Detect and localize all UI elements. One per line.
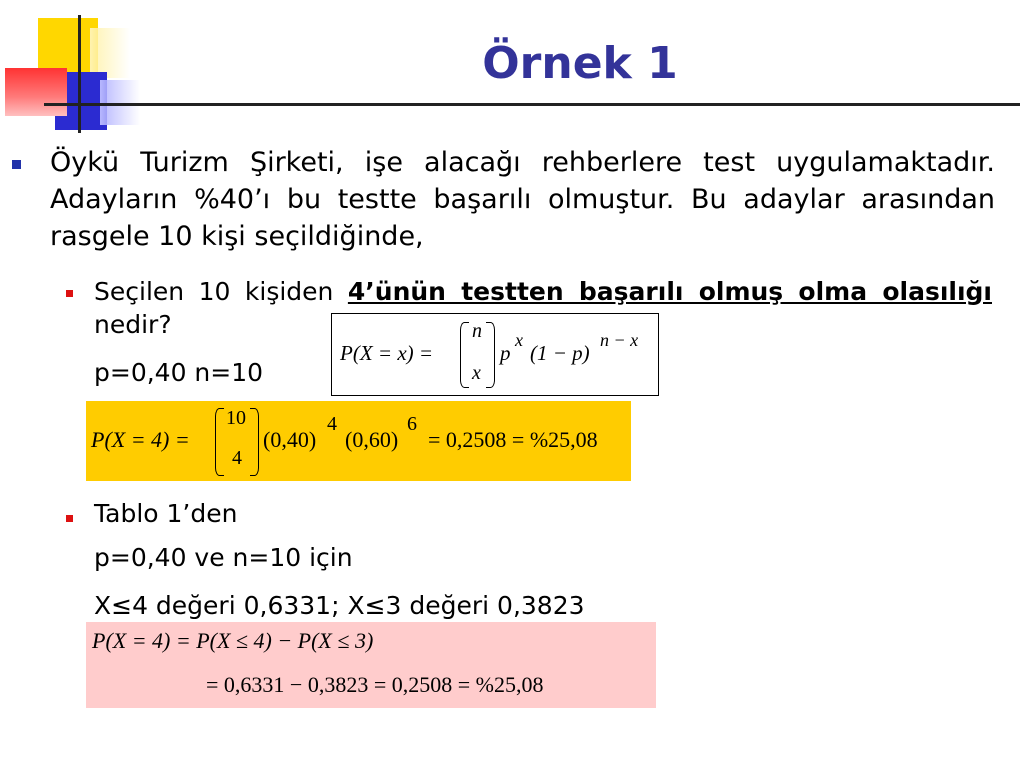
calc-binom-top: 10 <box>226 407 246 429</box>
calc-exp2: 6 <box>407 413 417 435</box>
table-formula-line2: = 0,6331 − 0,3823 = 0,2508 = %25,08 <box>206 672 544 697</box>
table-formula-line1: P(X = 4) = P(X ≤ 4) − P(X ≤ 3) <box>92 628 374 653</box>
calc-exp1: 4 <box>327 413 337 435</box>
binom-top: n <box>472 320 482 342</box>
title-divider-line <box>44 103 1020 106</box>
formula-exp-nx: n − x <box>600 330 639 350</box>
sub-bullet-icon <box>66 515 73 522</box>
table-formula-box <box>86 622 656 708</box>
formula-exp-x: x <box>515 330 523 350</box>
table-values-text: X≤4 değeri 0,6331; X≤3 değeri 0,3823 <box>94 591 585 620</box>
sub-bullet-icon <box>66 290 73 297</box>
logo-vertical-line <box>78 15 81 133</box>
binom-right-paren <box>486 322 495 388</box>
logo-red-square <box>5 68 67 116</box>
calc-binom-bottom: 4 <box>232 447 242 469</box>
calc-binom-right-paren <box>250 408 259 476</box>
question-emphasis: 4’ünün testten başarılı olmuş olma olasılığı <box>347 277 992 306</box>
binom-bottom: x <box>472 362 481 384</box>
calc-lhs: P(X = 4) = <box>91 427 190 452</box>
calc-binom-left-paren <box>215 408 224 476</box>
question-suffix: nedir? <box>94 310 172 339</box>
logo-yellow-glow <box>90 28 130 78</box>
calculation-formula-box <box>86 401 631 481</box>
question-prefix: Seçilen 10 kişiden <box>94 277 348 306</box>
binom-left-paren <box>460 322 469 388</box>
calc-base2: (0,60) <box>345 427 399 452</box>
table-reference-text: Tablo 1’den <box>94 499 238 528</box>
binomial-formula-box <box>331 313 659 396</box>
bullet-square-icon <box>12 160 21 169</box>
slide-title: Örnek 1 <box>482 38 678 89</box>
table-params-text: p=0,40 ve n=10 için <box>94 543 353 572</box>
formula-lhs: P(X = x) = <box>340 341 434 365</box>
calc-base1: (0,40) <box>263 427 317 452</box>
params-text: p=0,40 n=10 <box>94 358 264 387</box>
formula-one-minus-p: (1 − p) <box>530 341 590 365</box>
calc-rhs: = 0,2508 = %25,08 <box>428 427 598 452</box>
intro-paragraph: Öykü Turizm Şirketi, işe alacağı rehberlere test uygulamaktadır. Adayların %40’ı bu testte başarılı olmuştur. Bu adaylar arasından rasgele 10 kişi seçildiğinde, <box>50 147 995 252</box>
formula-p: p <box>500 341 511 365</box>
